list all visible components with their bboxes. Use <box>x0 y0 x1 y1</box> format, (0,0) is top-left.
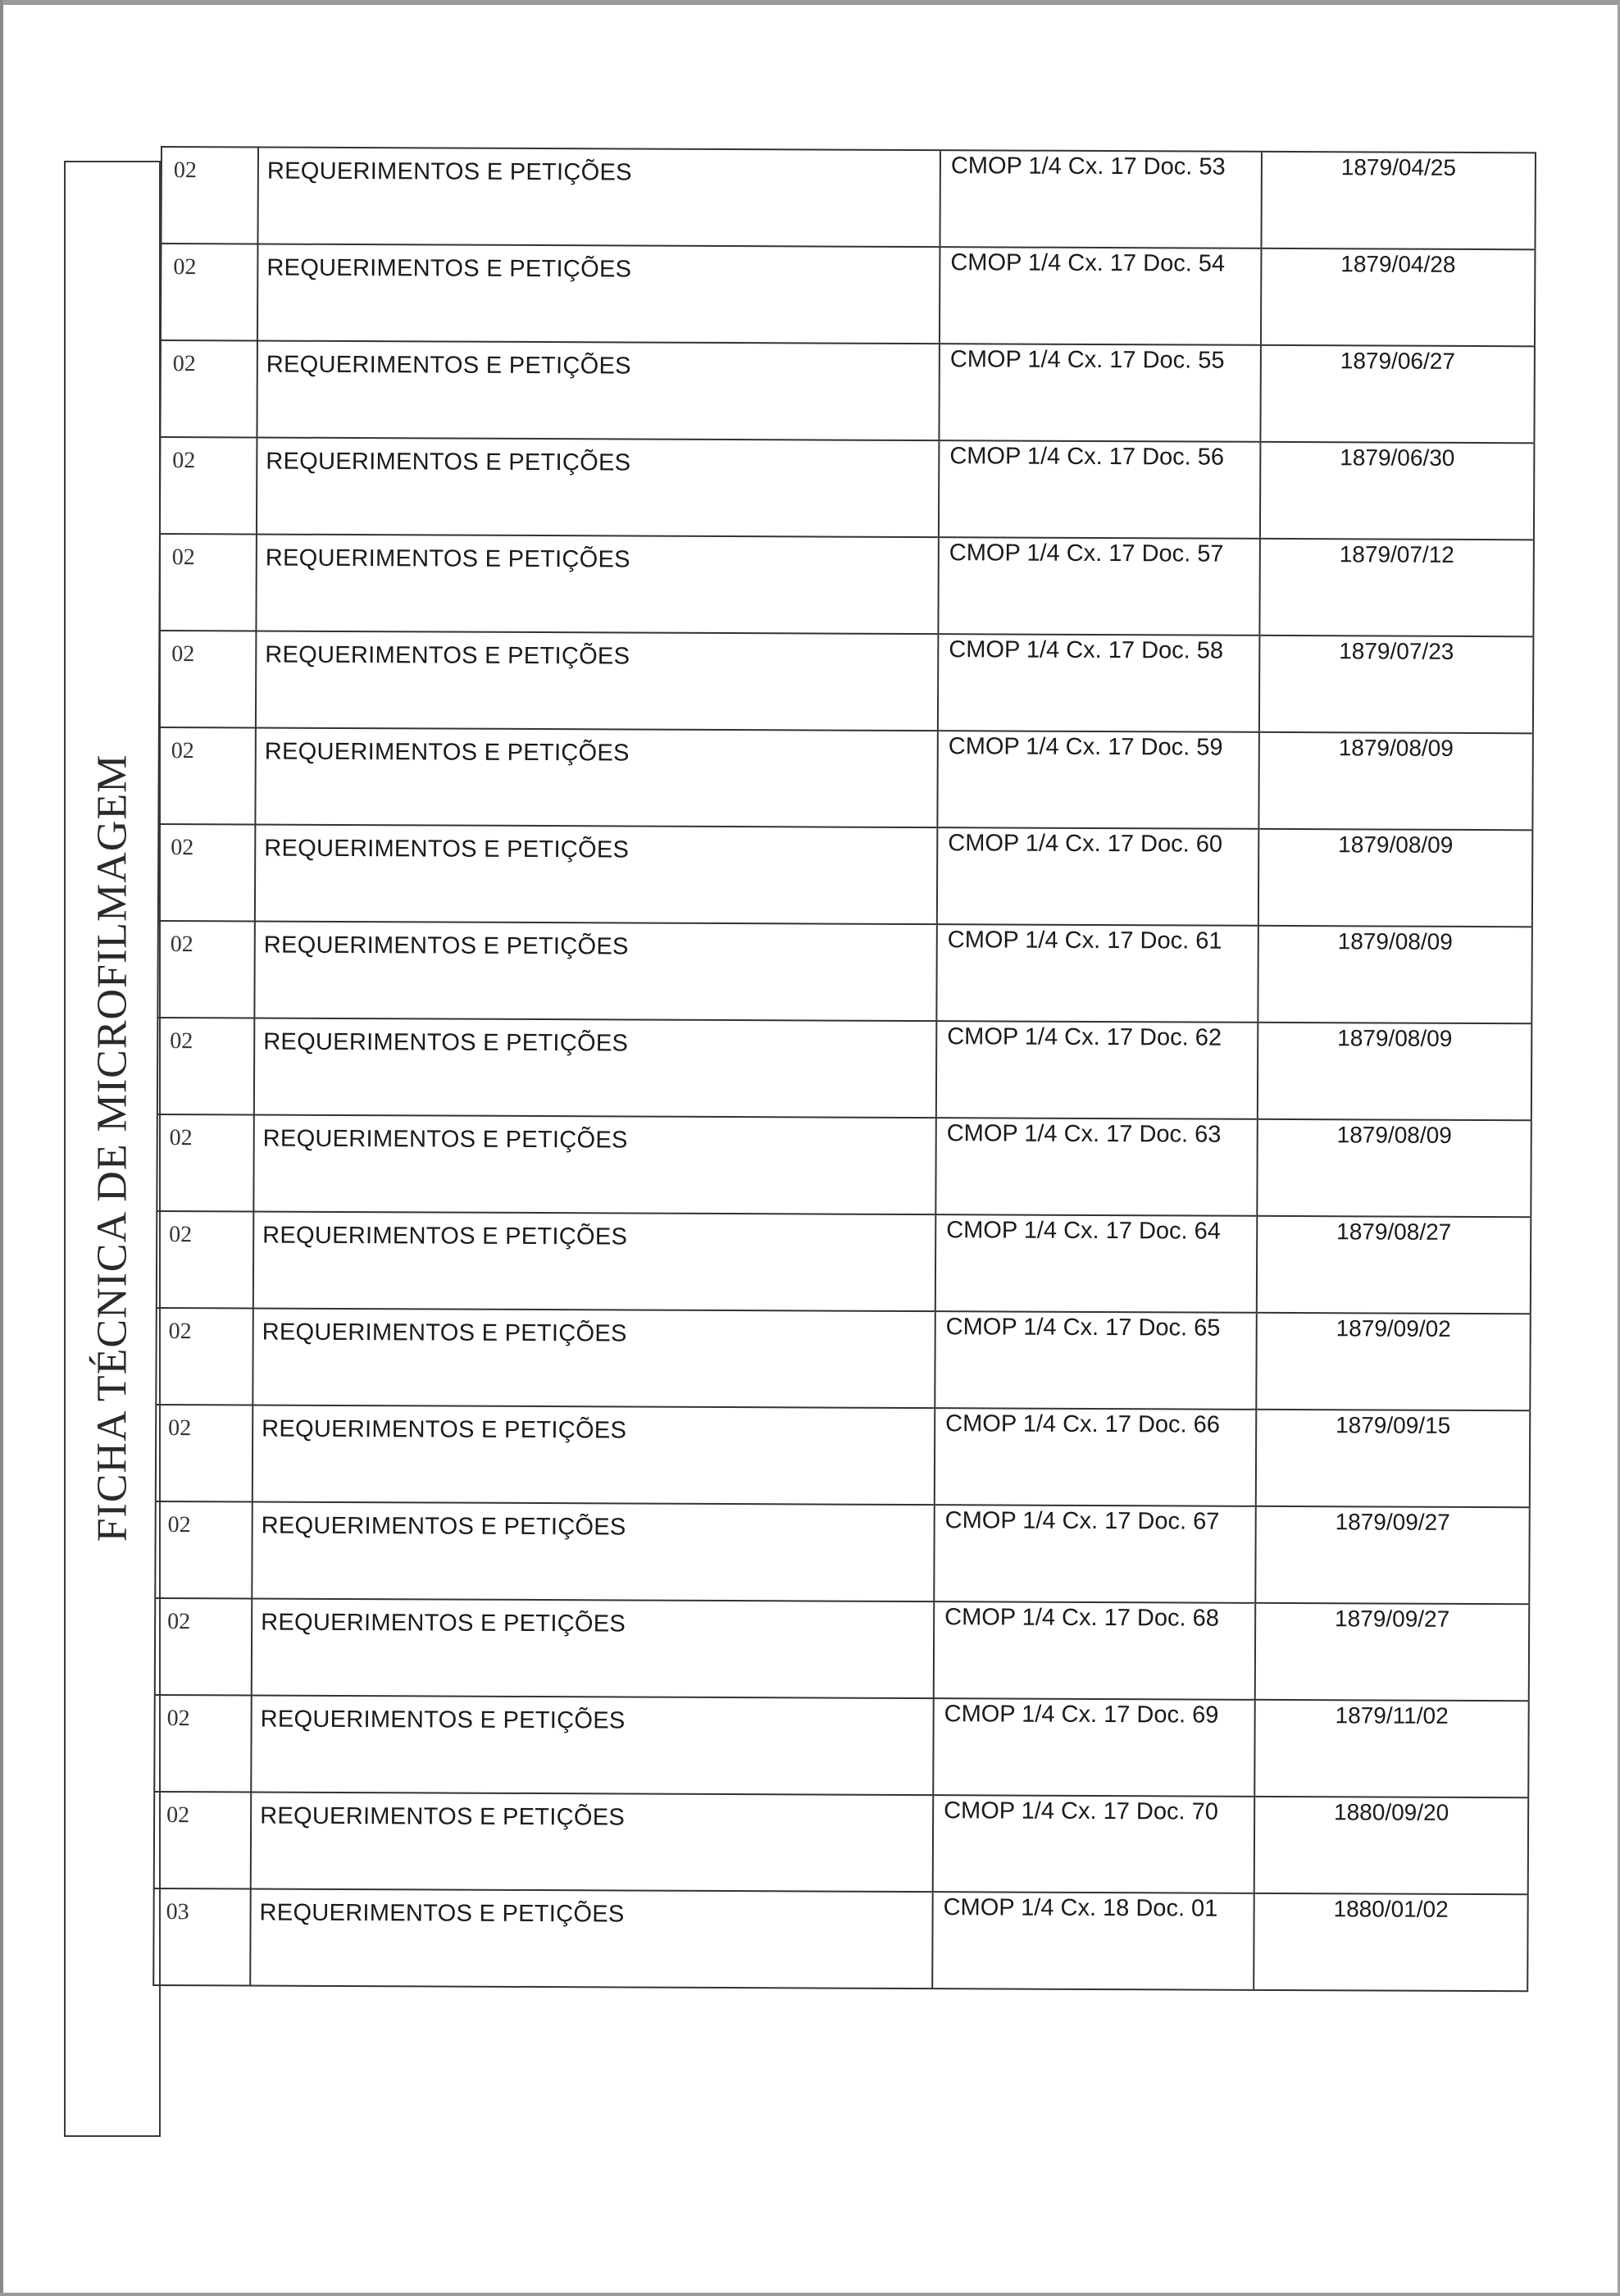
scan-edge-left <box>0 0 3 2296</box>
row-number: 02 <box>158 631 256 727</box>
row-date: 1879/09/27 <box>1254 1507 1531 1603</box>
row-number: 02 <box>157 728 255 824</box>
row-number: 02 <box>155 1405 253 1501</box>
row-date: 1879/08/09 <box>1258 830 1534 926</box>
row-title: REQUERIMENTOS E PETIÇÕES <box>253 1116 935 1214</box>
row-title: REQUERIMENTOS E PETIÇÕES <box>252 1310 934 1408</box>
row-title: REQUERIMENTOS E PETIÇÕES <box>251 1599 933 1697</box>
row-date: 1879/08/09 <box>1256 1120 1532 1216</box>
row-reference: CMOP 1/4 Cx. 17 Doc. 58 <box>937 635 1259 731</box>
row-reference: CMOP 1/4 Cx. 17 Doc. 68 <box>933 1602 1255 1699</box>
table-row <box>155 1307 1531 1410</box>
row-reference: CMOP 1/4 Cx. 17 Doc. 65 <box>934 1312 1256 1409</box>
row-number: 02 <box>154 1502 252 1598</box>
row-reference: CMOP 1/4 Cx. 17 Doc. 70 <box>932 1796 1254 1893</box>
table-row <box>157 727 1533 829</box>
row-number: 02 <box>159 341 257 437</box>
row-title: REQUERIMENTOS E PETIÇÕES <box>250 1793 932 1891</box>
row-date: 1879/08/09 <box>1258 733 1534 829</box>
row-title: REQUERIMENTOS E PETIÇÕES <box>254 826 936 924</box>
table-row <box>158 533 1534 636</box>
row-reference: CMOP 1/4 Cx. 17 Doc. 59 <box>936 731 1258 828</box>
row-reference: CMOP 1/4 Cx. 17 Doc. 63 <box>935 1118 1257 1215</box>
row-title: REQUERIMENTOS E PETIÇÕES <box>256 439 938 537</box>
row-date: 1879/08/09 <box>1257 927 1533 1023</box>
row-date: 1879/09/27 <box>1254 1604 1531 1700</box>
row-date: 1879/07/23 <box>1258 636 1535 732</box>
row-date: 1879/08/27 <box>1256 1217 1532 1313</box>
row-date: 1879/09/15 <box>1255 1410 1531 1506</box>
row-date: 1880/09/20 <box>1254 1797 1530 1893</box>
table-row <box>157 920 1532 1023</box>
row-number: 02 <box>157 825 255 921</box>
table-row <box>154 1597 1530 1700</box>
table-row <box>158 630 1534 732</box>
scan-edge-bottom <box>0 2293 1620 2296</box>
row-reference: CMOP 1/4 Cx. 17 Doc. 69 <box>932 1699 1254 1796</box>
row-reference: CMOP 1/4 Cx. 17 Doc. 61 <box>935 925 1258 1022</box>
row-reference: CMOP 1/4 Cx. 17 Doc. 55 <box>938 344 1260 441</box>
table-row <box>156 1210 1531 1313</box>
table-row <box>156 1114 1531 1216</box>
row-reference: CMOP 1/4 Cx. 17 Doc. 64 <box>935 1215 1257 1312</box>
row-number: 02 <box>157 1018 254 1114</box>
row-number: 02 <box>156 1115 253 1211</box>
table-row <box>160 146 1536 248</box>
row-date: 1879/06/27 <box>1259 346 1536 442</box>
row-reference: CMOP 1/4 Cx. 17 Doc. 53 <box>939 151 1261 248</box>
row-title: REQUERIMENTOS E PETIÇÕES <box>253 1213 935 1311</box>
table-row <box>152 1888 1529 1992</box>
row-title: REQUERIMENTOS E PETIÇÕES <box>253 1019 935 1118</box>
row-date: 1879/11/02 <box>1254 1701 1530 1797</box>
row-title: REQUERIMENTOS E PETIÇÕES <box>252 1406 934 1505</box>
row-date: 1880/01/02 <box>1253 1894 1529 1990</box>
row-title: REQUERIMENTOS E PETIÇÕES <box>254 729 936 827</box>
row-number: 02 <box>153 1696 251 1792</box>
row-title: REQUERIMENTOS E PETIÇÕES <box>255 632 937 731</box>
row-title: REQUERIMENTOS E PETIÇÕES <box>257 148 939 247</box>
row-title: REQUERIMENTOS E PETIÇÕES <box>253 922 935 1021</box>
table-row <box>155 1404 1531 1506</box>
row-number: 02 <box>159 438 257 534</box>
row-number: 02 <box>155 1309 253 1405</box>
row-number: 02 <box>158 535 256 631</box>
row-reference: CMOP 1/4 Cx. 17 Doc. 66 <box>934 1409 1256 1506</box>
table-row <box>157 823 1533 926</box>
row-number: 02 <box>160 244 257 340</box>
row-number: 02 <box>153 1793 251 1888</box>
row-reference: CMOP 1/4 Cx. 17 Doc. 60 <box>936 828 1258 925</box>
row-number: 03 <box>152 1889 250 1985</box>
row-reference: CMOP 1/4 Cx. 17 Doc. 57 <box>937 538 1259 635</box>
table-row <box>153 1791 1529 1893</box>
table-row <box>153 1694 1529 1797</box>
table-row <box>154 1501 1530 1603</box>
row-number: 02 <box>160 148 257 244</box>
row-date: 1879/06/30 <box>1259 443 1536 539</box>
row-reference: CMOP 1/4 Cx. 17 Doc. 56 <box>938 441 1260 538</box>
row-reference: CMOP 1/4 Cx. 17 Doc. 62 <box>935 1022 1258 1118</box>
row-title: REQUERIMENTOS E PETIÇÕES <box>255 535 937 634</box>
table-row <box>160 243 1536 345</box>
row-date: 1879/09/02 <box>1255 1314 1531 1410</box>
row-title: REQUERIMENTOS E PETIÇÕES <box>257 245 939 344</box>
table-row <box>157 1017 1532 1119</box>
row-number: 02 <box>157 922 254 1018</box>
row-title: REQUERIMENTOS E PETIÇÕES <box>251 1502 933 1601</box>
row-date: 1879/04/28 <box>1260 249 1536 345</box>
document-table <box>152 146 1536 1992</box>
row-title: REQUERIMENTOS E PETIÇÕES <box>256 342 938 440</box>
row-reference: CMOP 1/4 Cx. 18 Doc. 01 <box>931 1893 1254 1989</box>
row-number: 02 <box>156 1212 253 1308</box>
row-reference: CMOP 1/4 Cx. 17 Doc. 67 <box>933 1506 1255 1602</box>
row-date: 1879/04/25 <box>1260 153 1536 248</box>
table-row <box>159 339 1535 442</box>
row-date: 1879/07/12 <box>1258 540 1535 636</box>
row-number: 02 <box>154 1599 252 1695</box>
row-reference: CMOP 1/4 Cx. 17 Doc. 54 <box>939 248 1261 344</box>
row-title: REQUERIMENTOS E PETIÇÕES <box>249 1889 931 1988</box>
table-row <box>159 436 1535 539</box>
row-date: 1879/08/09 <box>1257 1023 1533 1119</box>
scan-edge-top <box>0 0 1620 5</box>
side-label-title: FICHA TÉCNICA DE MICROFILMAGEM <box>89 754 136 1542</box>
row-title: REQUERIMENTOS E PETIÇÕES <box>250 1696 932 1794</box>
